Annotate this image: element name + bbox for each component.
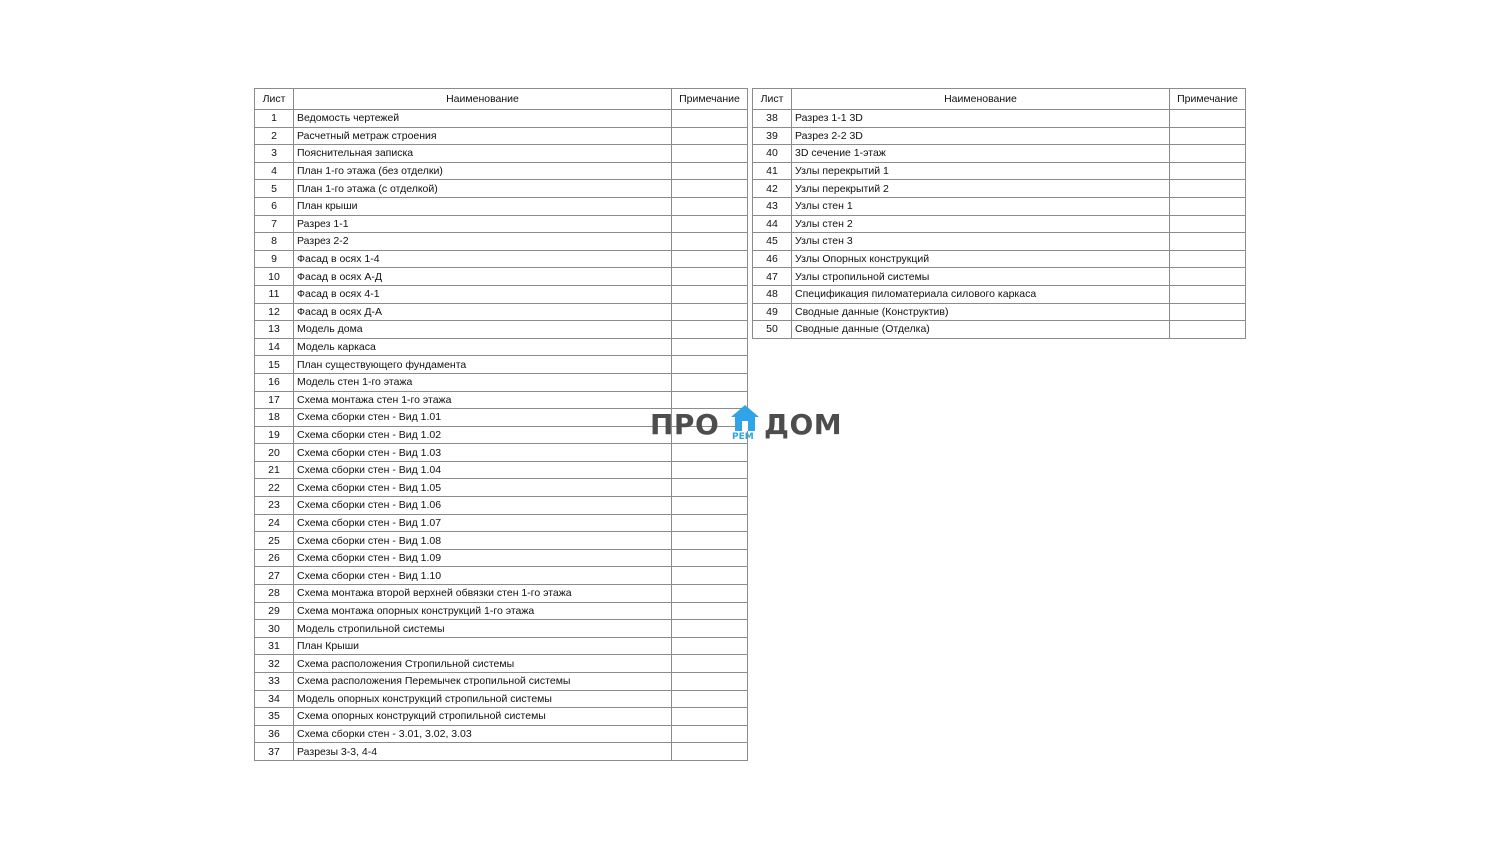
sheet-number: 42 [753, 180, 792, 198]
drawing-name: Фасад в осях Д-А [294, 303, 672, 321]
column-header-name: Наименование [294, 89, 672, 110]
sheet-number: 2 [255, 127, 294, 145]
sheet-number: 8 [255, 233, 294, 251]
drawing-name: Узлы стропильной системы [792, 268, 1170, 286]
drawing-name: Схема сборки стен - Вид 1.10 [294, 567, 672, 585]
table-row [753, 268, 1246, 286]
drawing-name: Схема сборки стен - Вид 1.08 [294, 532, 672, 550]
drawing-name: Узлы стен 1 [792, 197, 1170, 215]
note-cell [672, 690, 748, 708]
drawing-name: Модель каркаса [294, 338, 672, 356]
note-cell [1170, 215, 1246, 233]
drawing-name: Узлы стен 2 [792, 215, 1170, 233]
note-cell [672, 567, 748, 585]
sheet-number: 27 [255, 567, 294, 585]
drawing-name: Схема монтажа второй верхней обвязки стен 1-го этажа [294, 585, 672, 603]
note-cell [672, 673, 748, 691]
table-row [255, 162, 748, 180]
table-row [753, 180, 1246, 198]
table-row [255, 690, 748, 708]
column-header-sheet: Лист [753, 89, 792, 110]
note-cell [1170, 321, 1246, 339]
drawing-name: Схема монтажа опорных конструкций 1-го этажа [294, 602, 672, 620]
sheet-number: 32 [255, 655, 294, 673]
sheet-number: 44 [753, 215, 792, 233]
sheet-number: 12 [255, 303, 294, 321]
note-cell [1170, 180, 1246, 198]
table-row [753, 285, 1246, 303]
sheet-number: 15 [255, 356, 294, 374]
drawing-name: Пояснительная записка [294, 145, 672, 163]
sheet-number: 9 [255, 250, 294, 268]
sheet-number: 13 [255, 321, 294, 339]
table-row [255, 197, 748, 215]
drawing-name: Схема сборки стен - Вид 1.05 [294, 479, 672, 497]
sheet-number: 16 [255, 373, 294, 391]
note-cell [672, 127, 748, 145]
note-cell [1170, 110, 1246, 128]
drawing-name: Схема монтажа стен 1-го этажа [294, 391, 672, 409]
note-cell [672, 637, 748, 655]
drawing-name: Схема сборки стен - Вид 1.03 [294, 444, 672, 462]
sheet-number: 10 [255, 268, 294, 286]
note-cell [672, 585, 748, 603]
table-row [255, 145, 748, 163]
drawing-name: Модель стропильной системы [294, 620, 672, 638]
sheet-number: 7 [255, 215, 294, 233]
table-row [255, 321, 748, 339]
sheet-number: 46 [753, 250, 792, 268]
drawing-name: Узлы Опорных конструкций [792, 250, 1170, 268]
note-cell [672, 285, 748, 303]
note-cell [672, 743, 748, 761]
note-cell [672, 162, 748, 180]
note-cell [672, 497, 748, 515]
table-row [255, 532, 748, 550]
table-row [753, 233, 1246, 251]
note-cell [1170, 197, 1246, 215]
note-cell [1170, 285, 1246, 303]
drawing-name: Разрез 1-1 3D [792, 110, 1170, 128]
sheet-number: 31 [255, 637, 294, 655]
drawing-name: Схема расположения Перемычек стропильной системы [294, 673, 672, 691]
sheet-number: 47 [753, 268, 792, 286]
table-row [255, 356, 748, 374]
drawing-name: Ведомость чертежей [294, 110, 672, 128]
table-row [255, 655, 748, 673]
sheet-number: 38 [753, 110, 792, 128]
table-row [255, 110, 748, 128]
table-row [753, 127, 1246, 145]
sheet-number: 40 [753, 145, 792, 163]
note-cell [672, 215, 748, 233]
drawing-name: Схема сборки стен - 3.01, 3.02, 3.03 [294, 725, 672, 743]
sheet-number: 34 [255, 690, 294, 708]
drawing-name: Схема сборки стен - Вид 1.09 [294, 549, 672, 567]
sheet-number: 30 [255, 620, 294, 638]
note-cell [1170, 303, 1246, 321]
table-row [255, 268, 748, 286]
sheet-number: 39 [753, 127, 792, 145]
drawing-name: Схема сборки стен - Вид 1.02 [294, 426, 672, 444]
sheet-number: 14 [255, 338, 294, 356]
table-row [255, 373, 748, 391]
table-row [255, 549, 748, 567]
sheet-number: 43 [753, 197, 792, 215]
column-header-name: Наименование [792, 89, 1170, 110]
drawing-name: План крыши [294, 197, 672, 215]
note-cell [672, 303, 748, 321]
drawing-name: Спецификация пиломатериала силового каркаса [792, 285, 1170, 303]
table-row [255, 567, 748, 585]
drawing-name: Разрез 1-1 [294, 215, 672, 233]
drawing-name: Узлы перекрытий 2 [792, 180, 1170, 198]
logo-text-left: ПРО [650, 408, 720, 441]
table-row [255, 250, 748, 268]
table-row [255, 233, 748, 251]
note-cell [1170, 145, 1246, 163]
sheet-number: 45 [753, 233, 792, 251]
sheet-number: 4 [255, 162, 294, 180]
note-cell [672, 356, 748, 374]
note-cell [672, 549, 748, 567]
table-row [255, 479, 748, 497]
table-row [255, 497, 748, 515]
table-row [255, 725, 748, 743]
table-row [255, 708, 748, 726]
drawing-name: Фасад в осях А-Д [294, 268, 672, 286]
drawing-name: План существующего фундамента [294, 356, 672, 374]
sheet-number: 18 [255, 409, 294, 427]
sheet-number: 35 [255, 708, 294, 726]
sheet-number: 5 [255, 180, 294, 198]
table-row [255, 620, 748, 638]
drawing-name: Схема сборки стен - Вид 1.06 [294, 497, 672, 515]
table-header-row [255, 89, 748, 110]
drawing-name: Фасад в осях 1-4 [294, 250, 672, 268]
drawing-name: Схема расположения Стропильной системы [294, 655, 672, 673]
table-row [753, 197, 1246, 215]
sheet-number: 41 [753, 162, 792, 180]
note-cell [672, 725, 748, 743]
note-cell [672, 180, 748, 198]
logo-text-right: ДОМ [764, 408, 843, 441]
drawing-name: Узлы перекрытий 1 [792, 162, 1170, 180]
note-cell [1170, 268, 1246, 286]
table-row [255, 514, 748, 532]
sheet-number: 49 [753, 303, 792, 321]
sheet-number: 17 [255, 391, 294, 409]
drawing-name: Схема сборки стен - Вид 1.04 [294, 461, 672, 479]
table-row [255, 215, 748, 233]
drawing-name: 3D сечение 1-этаж [792, 145, 1170, 163]
table-row [753, 215, 1246, 233]
note-cell [672, 479, 748, 497]
sheet-number: 37 [255, 743, 294, 761]
drawing-name: Модель дома [294, 321, 672, 339]
logo-subtext: РЕМ [732, 432, 754, 442]
drawing-name: Расчетный метраж строения [294, 127, 672, 145]
table-row [753, 162, 1246, 180]
sheet-number: 29 [255, 602, 294, 620]
column-header-note: Примечание [672, 89, 748, 110]
drawing-name: План 1-го этажа (с отделкой) [294, 180, 672, 198]
sheet-number: 48 [753, 285, 792, 303]
drawing-name: Модель стен 1-го этажа [294, 373, 672, 391]
note-cell [672, 197, 748, 215]
note-cell [672, 602, 748, 620]
note-cell [672, 655, 748, 673]
note-cell [672, 145, 748, 163]
sheet-number: 24 [255, 514, 294, 532]
sheet-number: 20 [255, 444, 294, 462]
note-cell [672, 708, 748, 726]
drawing-name: Разрез 2-2 3D [792, 127, 1170, 145]
drawings-list-table-right [752, 88, 1246, 339]
note-cell [672, 620, 748, 638]
table-header-row [753, 89, 1246, 110]
table-row [255, 637, 748, 655]
drawing-name: Узлы стен 3 [792, 233, 1170, 251]
table-row [753, 250, 1246, 268]
column-header-sheet: Лист [255, 89, 294, 110]
table-row [255, 602, 748, 620]
note-cell [672, 110, 748, 128]
table-row [753, 145, 1246, 163]
table-row [753, 321, 1246, 339]
drawing-name: Сводные данные (Конструктив) [792, 303, 1170, 321]
sheet-number: 19 [255, 426, 294, 444]
note-cell [1170, 127, 1246, 145]
table-row [255, 743, 748, 761]
note-cell [672, 532, 748, 550]
sheet-number: 50 [753, 321, 792, 339]
table-row [255, 673, 748, 691]
note-cell [672, 514, 748, 532]
note-cell [672, 461, 748, 479]
sheet-number: 36 [255, 725, 294, 743]
drawing-name: Схема сборки стен - Вид 1.07 [294, 514, 672, 532]
sheet-number: 23 [255, 497, 294, 515]
drawing-name: Модель опорных конструкций стропильной системы [294, 690, 672, 708]
table-row [255, 127, 748, 145]
drawing-name: Разрез 2-2 [294, 233, 672, 251]
sheet-number: 33 [255, 673, 294, 691]
sheet-number: 28 [255, 585, 294, 603]
table-row [255, 285, 748, 303]
sheet-number: 26 [255, 549, 294, 567]
sheet-number: 22 [255, 479, 294, 497]
drawing-name: План 1-го этажа (без отделки) [294, 162, 672, 180]
table-row [753, 110, 1246, 128]
note-cell [672, 321, 748, 339]
note-cell [672, 268, 748, 286]
drawing-name: Схема сборки стен - Вид 1.01 [294, 409, 672, 427]
note-cell [1170, 162, 1246, 180]
drawing-name: Разрезы 3-3, 4-4 [294, 743, 672, 761]
watermark-logo [650, 404, 850, 448]
table-row [255, 585, 748, 603]
drawing-name: Схема опорных конструкций стропильной системы [294, 708, 672, 726]
note-cell [672, 338, 748, 356]
sheet-number: 6 [255, 197, 294, 215]
note-cell [672, 250, 748, 268]
drawing-name: Сводные данные (Отделка) [792, 321, 1170, 339]
sheet-number: 11 [255, 285, 294, 303]
table-row [255, 338, 748, 356]
sheet-number: 3 [255, 145, 294, 163]
note-cell [1170, 250, 1246, 268]
sheet-number: 25 [255, 532, 294, 550]
sheet-number: 1 [255, 110, 294, 128]
note-cell [672, 373, 748, 391]
column-header-note: Примечание [1170, 89, 1246, 110]
note-cell [672, 233, 748, 251]
table-row [255, 303, 748, 321]
table-row [255, 180, 748, 198]
table-row [753, 303, 1246, 321]
drawing-name: Фасад в осях 4-1 [294, 285, 672, 303]
note-cell [1170, 233, 1246, 251]
house-icon [730, 404, 760, 432]
table-row [255, 461, 748, 479]
sheet-number: 21 [255, 461, 294, 479]
drawing-name: План Крыши [294, 637, 672, 655]
